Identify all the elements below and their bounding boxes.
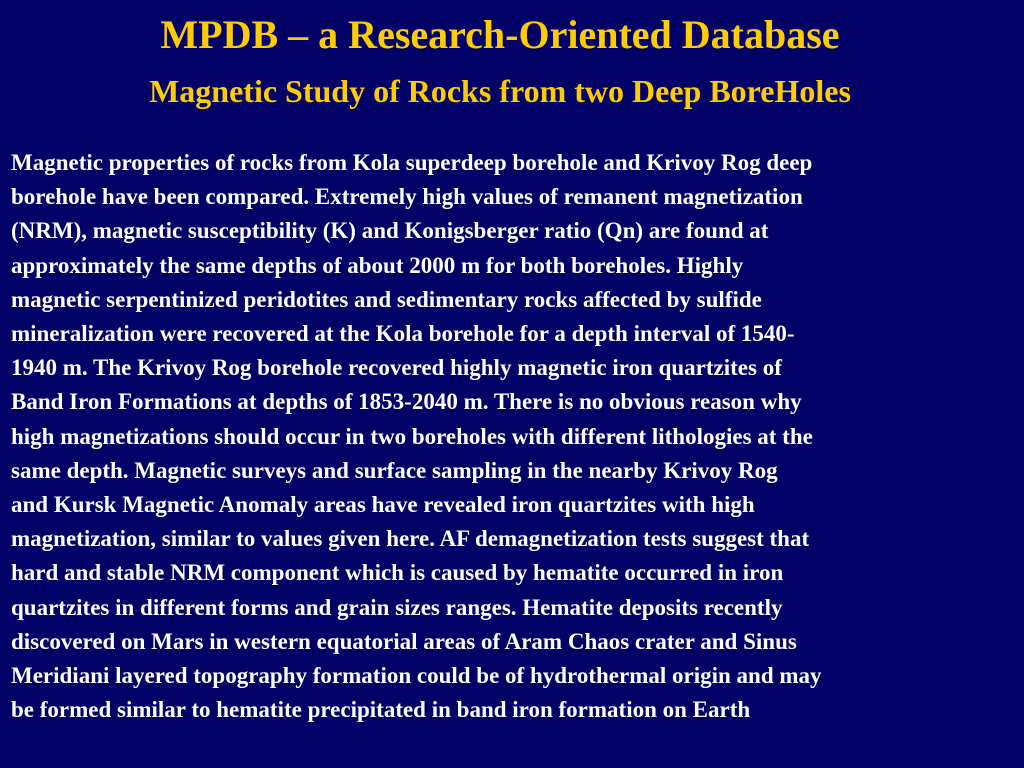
body-line: magnetic serpentinized peridotites and sedimentary rocks affected by sulfide [11,286,762,312]
body-line: borehole have been compared. Extremely high values of remanent magnetization [11,184,803,210]
body-paragraph [11,146,1019,727]
body-line: be formed similar to hematite precipitated in band iron formation on Earth [11,697,751,723]
body-line: (NRM), magnetic susceptibility (K) and Konigsberger ratio (Qn) are found at [11,218,769,244]
body-line: magnetization, similar to values given here. AF demagnetization tests suggest that [11,526,810,552]
body-line: same depth. Magnetic surveys and surface sampling in the nearby Krivoy Rog [11,457,778,483]
body-line: 1940 m. The Krivoy Rog borehole recovered highly magnetic iron quartzites of [11,355,782,381]
body-line: high magnetizations should occur in two boreholes with different lithologies at the [11,423,813,449]
body-line: and Kursk Magnetic Anomaly areas have revealed iron quartzites with high [11,492,755,518]
body-line: discovered on Mars in western equatorial areas of Aram Chaos crater and Sinus [11,628,797,654]
body-line: hard and stable NRM component which is caused by hematite occurred in iron [11,560,784,586]
body-line: Meridiani layered topography formation could be of hydrothermal origin and may [11,663,822,689]
body-line: Magnetic properties of rocks from Kola superdeep borehole and Krivoy Rog deep [11,150,813,175]
slide-title: MPDB – a Research-Oriented Database [160,12,840,57]
body-line: mineralization were recovered at the Kola borehole for a depth interval of 1540- [11,321,795,347]
body-line: Band Iron Formations at depths of 1853-2040 m. There is no obvious reason why [11,389,802,415]
body-line: quartzites in different forms and grain sizes ranges. Hematite deposits recently [11,594,783,620]
slide-subtitle: Magnetic Study of Rocks from two Deep BoreHoles [149,73,851,109]
body-line: approximately the same depths of about 2000 m for both boreholes. Highly [11,252,744,278]
